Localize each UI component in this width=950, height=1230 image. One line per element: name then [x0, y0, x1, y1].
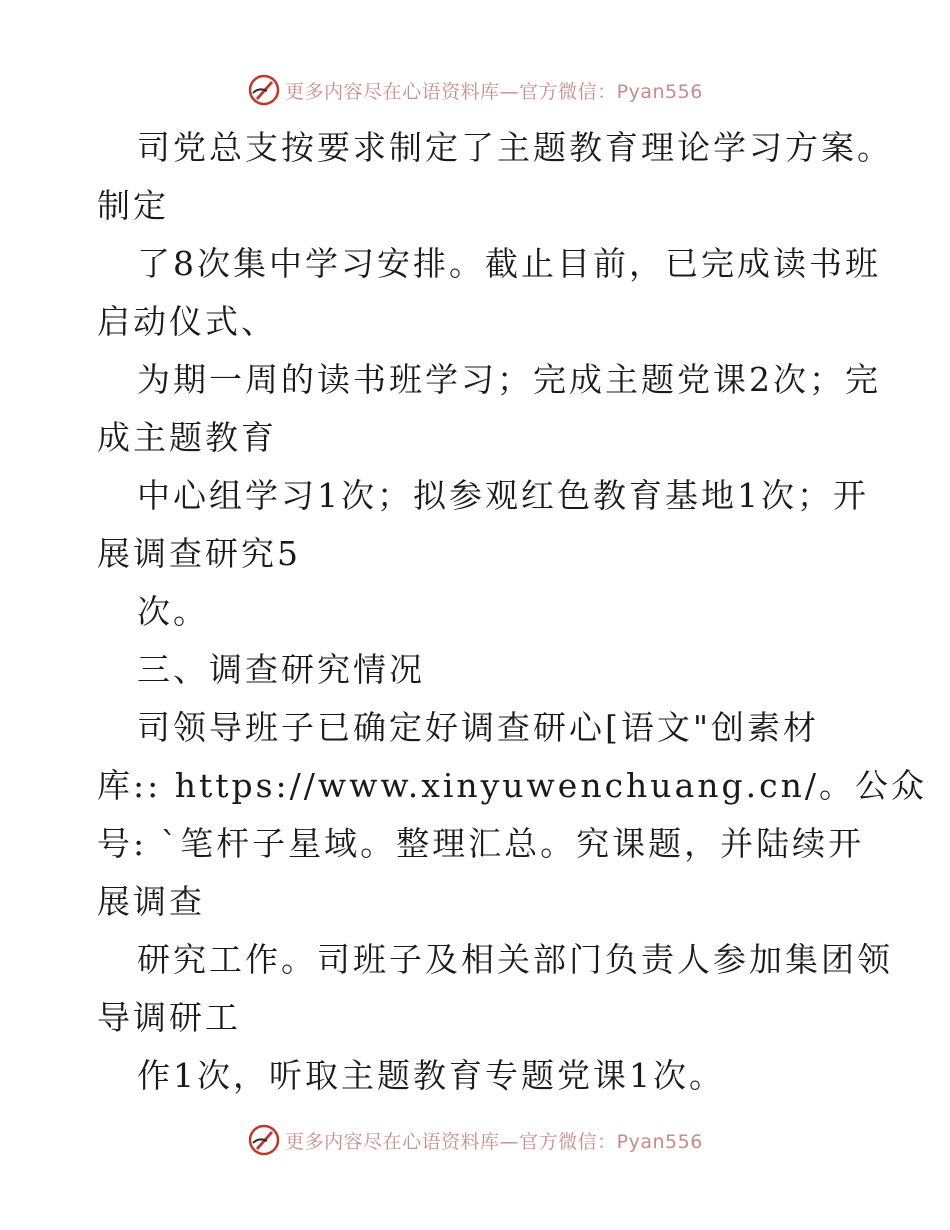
- watermark-text: 更多内容尽在心语资料库—官方微信：Pyan556: [285, 1130, 703, 1153]
- quill-pen-logo-icon: [247, 1123, 281, 1157]
- text-line: 号: `笔杆子星域。整理汇总。究课题，并陆续开: [97, 824, 865, 863]
- text-line: 司领导班子已确定好调查研心[语文"创素材: [137, 708, 820, 747]
- watermark-header: [0, 70, 950, 110]
- text-line: 了8次集中学习安排。截止目前，已完成读书班: [137, 244, 881, 283]
- text-line: 成主题教育: [97, 418, 277, 457]
- text-line: 中心组学习1次；拟参观红色教育基地1次；开: [137, 476, 869, 515]
- section-heading: 三、调查研究情况: [137, 650, 425, 689]
- text-line: 为期一周的读书班学习；完成主题党课2次；完: [137, 360, 881, 399]
- quill-pen-logo-icon: [247, 73, 281, 107]
- text-line: 启动仪式、: [97, 302, 277, 341]
- text-line: 导调研工: [97, 998, 241, 1037]
- text-line: 展调查: [97, 882, 205, 921]
- text-line: 研究工作。司班子及相关部门负责人参加集团领: [137, 940, 893, 979]
- text-line: 制定: [97, 186, 169, 225]
- text-line: 次。: [137, 592, 209, 631]
- text-line: 司党总支按要求制定了主题教育理论学习方案。: [137, 128, 893, 167]
- text-line: 展调查研究5: [97, 534, 301, 573]
- watermark-footer: [0, 1120, 950, 1160]
- watermark-text: 更多内容尽在心语资料库—官方微信：Pyan556: [285, 80, 703, 103]
- text-line: 作1次，听取主题教育专题党课1次。: [137, 1056, 725, 1095]
- text-line: 库:: https://www.xinyuwenchuang.cn/。公众: [97, 766, 927, 805]
